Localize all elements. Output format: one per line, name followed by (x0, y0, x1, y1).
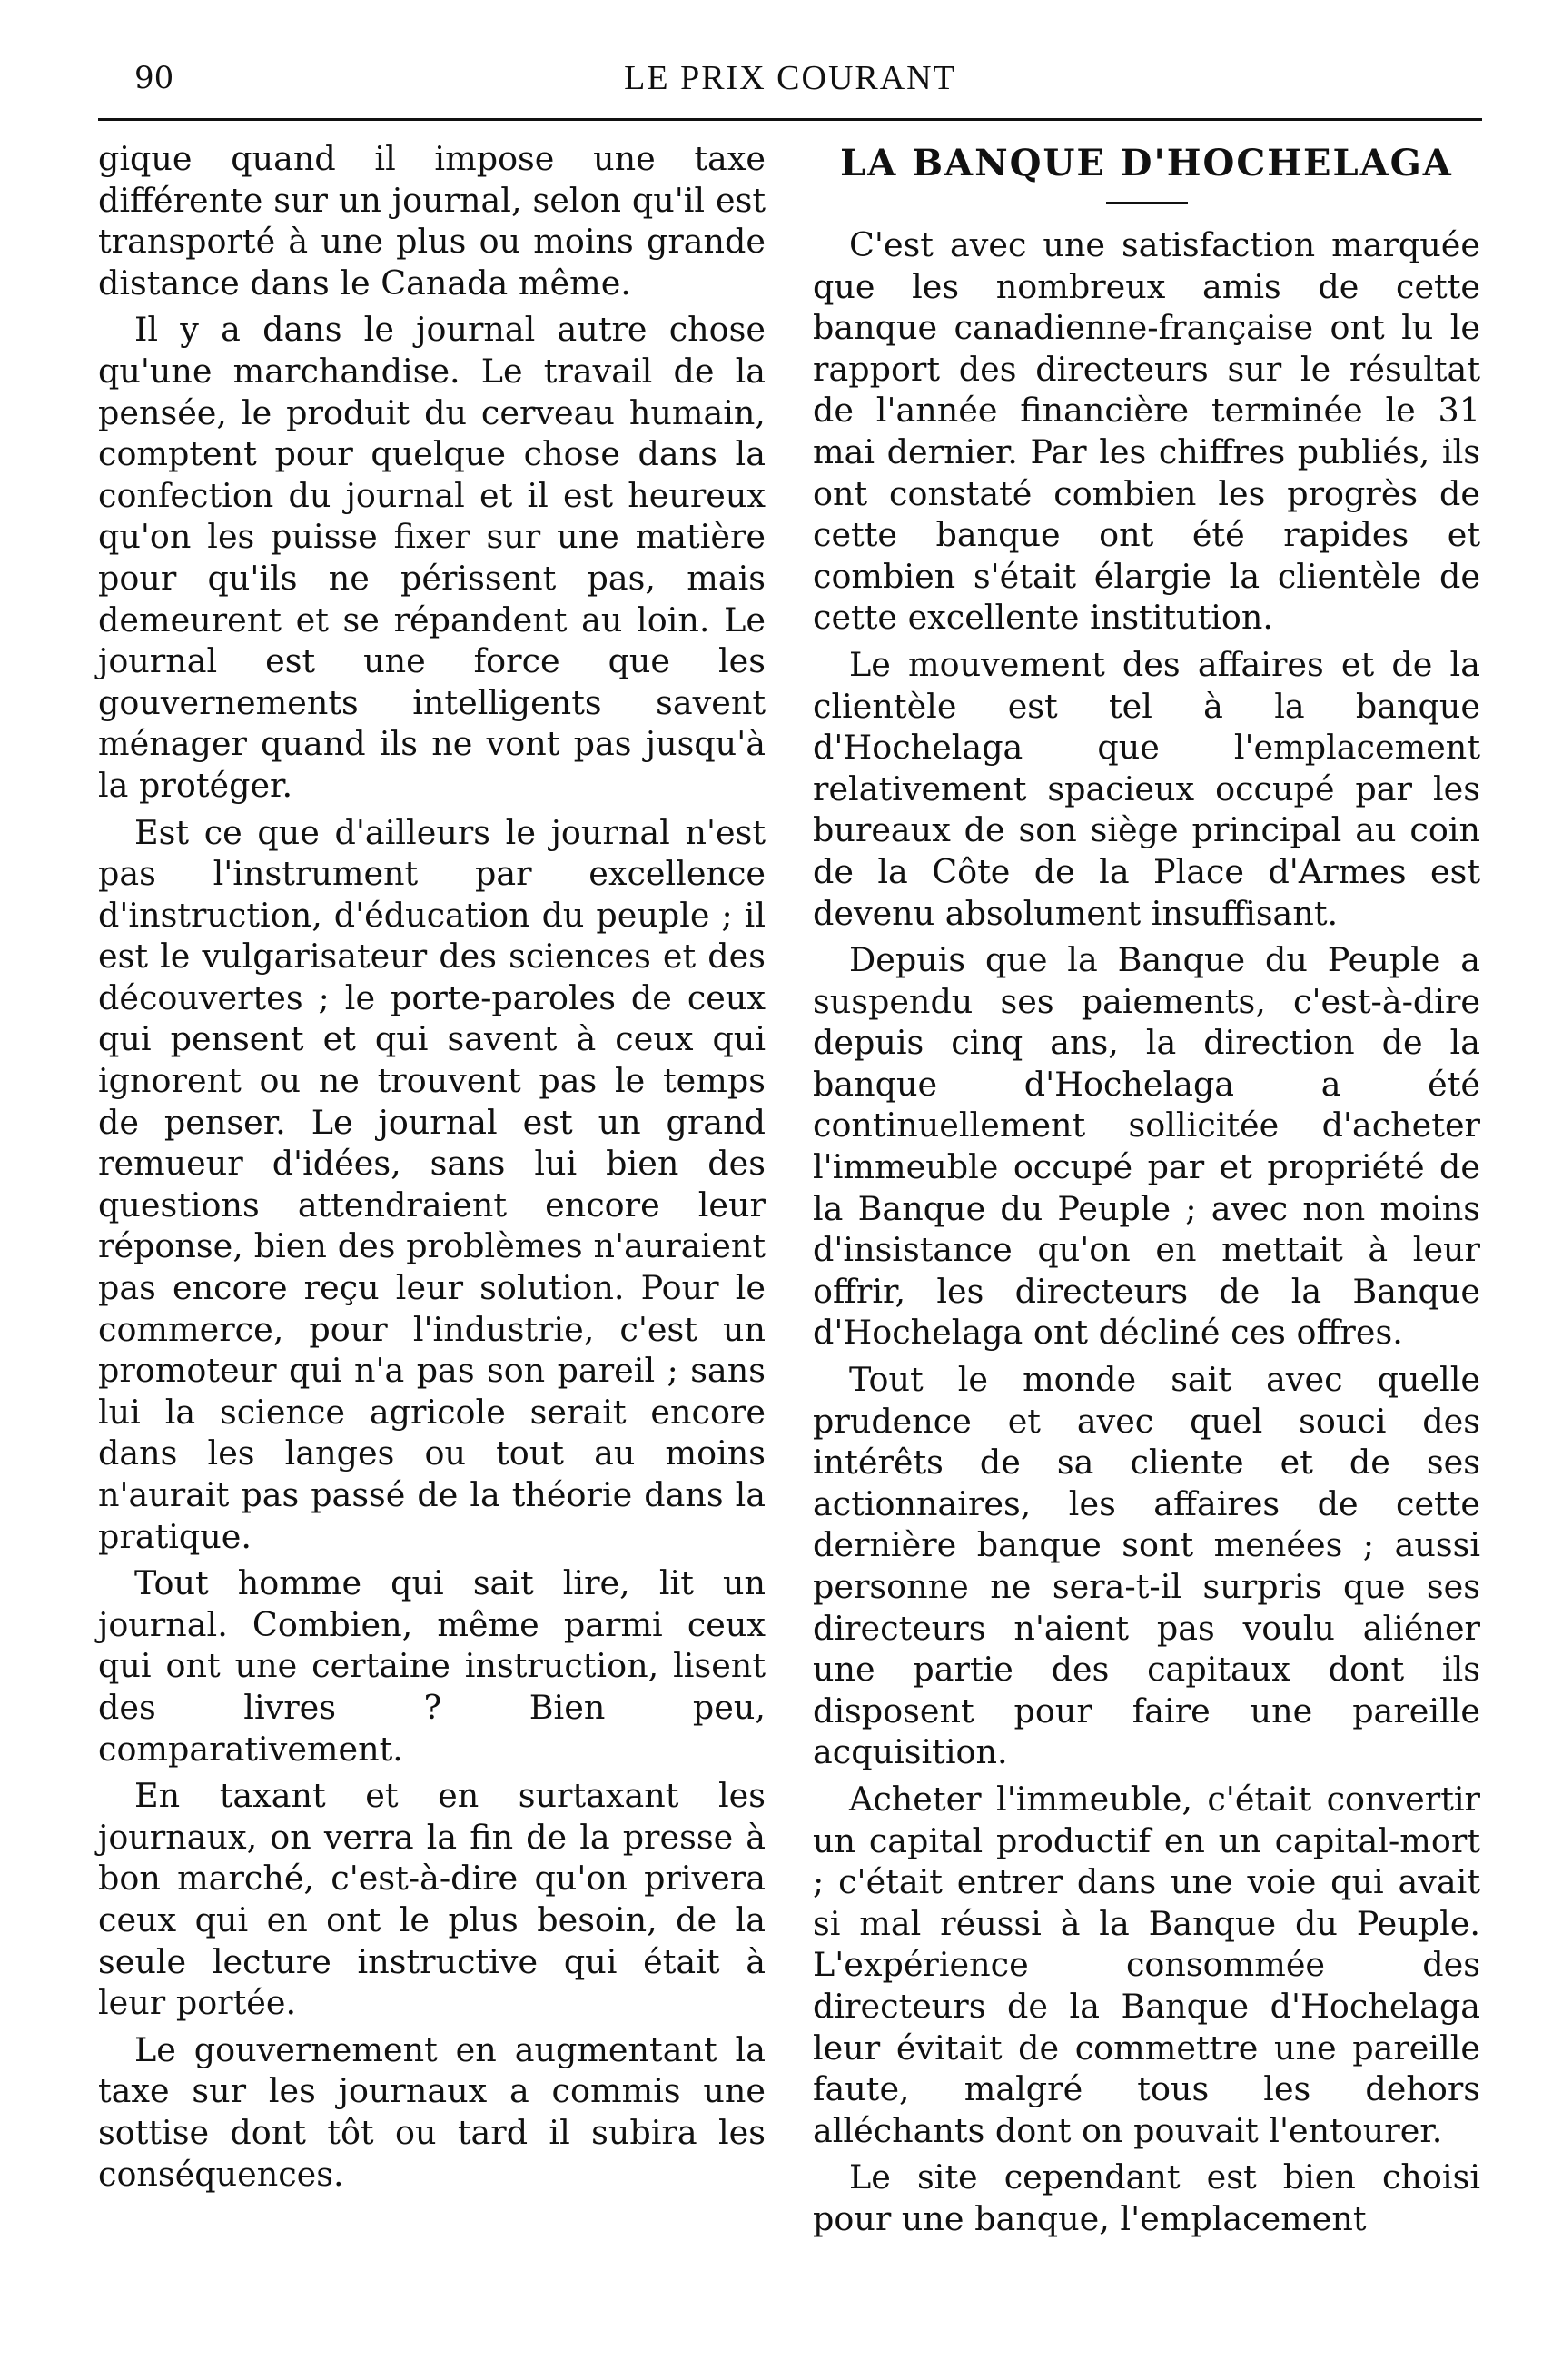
article-title: LA BANQUE D'HOCHELAGA (840, 142, 1453, 184)
running-head (98, 53, 1482, 107)
title-divider (1106, 202, 1188, 204)
right-paragraph-2: Le mouvement des affaires et de la clientèle est tel à la banque d'Hochelaga que l'emplacement relativement spacieux occupé par les bureaux de son siège principal au coin de la Côte de la Place d'Armes est devenu absolument insuffisant. (813, 644, 1480, 933)
left-paragraph-6: Le gouvernement en augmentant la taxe sur les journaux a commis une sottise dont tôt ou tard il subira les conséquences. (98, 2029, 766, 2194)
right-column (813, 138, 1480, 2240)
left-paragraph-5: En taxant et en surtaxant les journaux, on verra la fin de la presse à bon marché, c'est-à-dire qu'on privera ceux qui en ont le plus besoin, de la seule lecture instructive qui était à leur portée. (98, 1776, 766, 2023)
right-paragraph-4: Tout le monde sait avec quelle prudence et avec quel souci des intérêts de sa cliente et de ses actionnaires, les affaires de cette dernière banque sont menées ; aussi personne ne sera-t-il surpris que ses directeurs n'aient pas voulu aliéner une partie des capitaux dont ils disposent pour faire une pareille acquisition. (813, 1360, 1480, 1772)
left-paragraph-2: Il y a dans le journal autre chose qu'une marchandise. Le travail de la pensée, le produit du cerveau humain, comptent pour quelque chose dans la confection du journal et il est heureux qu'on les puisse fixer sur une matière pour qu'ils ne périssent pas, mais demeurent et se répandent au loin. Le journal est une force que les gouvernements intelligents savent ménager quand ils ne vont pas jusqu'à la protéger. (98, 310, 766, 805)
right-paragraph-1: C'est avec une satisfaction marquée que les nombreux amis de cette banque canadienne-française ont lu le rapport des directeurs sur le résultat de l'année financière terminée le 31 mai dernier. Par les chiffres publiés, ils ont constaté combien les progrès de cette banque ont été rapides et combien s'était élargie la clientèle de cette excellente institution. (813, 225, 1480, 638)
journal-title: LE PRIX COURANT (624, 59, 956, 97)
header-rule (98, 118, 1482, 121)
left-paragraph-3: Est ce que d'ailleurs le journal n'est pas l'instrument par excellence d'instruction, d'éducation du peuple ; il est le vulgarisateur des sciences et des découvertes ; le porte-paroles de ceux qui pensent et qui savent à ceux qui ignorent ou ne trouvent pas le temps de penser. Le journal est un grand remueur d'idées, sans lui bien des questions attendraient encore leur réponse, bien des problèmes n'auraient pas encore reçu leur solution. Pour le commerce, pour l'industrie, c'est un promoteur qui n'a pas son pareil ; sans lui la science agricole serait encore dans les langes ou tout au moins n'aurait pas passé de la théorie dans la pratique. (98, 812, 766, 1556)
right-paragraph-3: Depuis que la Banque du Peuple a suspendu ses paiements, c'est-à-dire depuis cinq ans, la direction de la banque d'Hochelaga a été continuellement sollicitée d'acheter l'immeuble occupé par et propriété de la Banque du Peuple ; avec non moins d'insistance qu'on en mettait à leur offrir, les directeurs de la Banque d'Hochelaga ont décliné ces offres. (813, 940, 1480, 1353)
left-paragraph-1: gique quand il impose une taxe différente sur un journal, selon qu'il est transporté à une plus ou moins grande distance dans le Canada même. (98, 139, 766, 302)
right-paragraph-5: Acheter l'immeuble, c'était convertir un capital productif en un capital-mort ; c'était entrer dans une voie qui avait si mal réussi à la Banque du Peuple. L'expérience consommée des directeurs de la Banque d'Hochelaga leur évitait de commettre une pareille faute, malgré tous les dehors alléchants dont on pouvait l'entourer. (813, 1779, 1480, 2150)
right-paragraph-6: Le site cependant est bien choisi pour une banque, l'emplacement (813, 2157, 1480, 2238)
left-column (98, 138, 766, 2195)
page-number: 90 (134, 60, 174, 96)
left-paragraph-4: Tout homme qui sait lire, lit un journal. Combien, même parmi ceux qui ont une certaine instruction, lisent des livres ? Bien peu, comparativement. (98, 1563, 766, 1769)
